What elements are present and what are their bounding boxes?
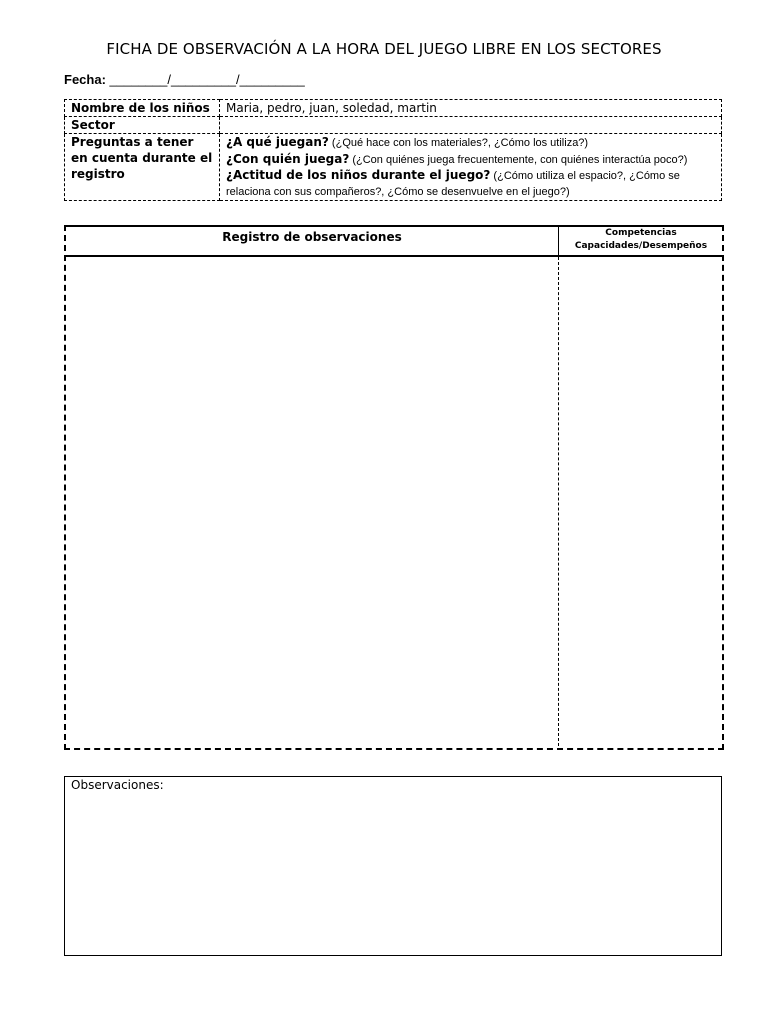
- competencies-header-line2: Capacidades/Desempeños: [574, 241, 708, 251]
- table-row: [65, 134, 722, 201]
- column-divider: [558, 257, 559, 746]
- date-blank: ________/_________/_________: [105, 72, 305, 87]
- observation-record-table: [64, 225, 724, 750]
- children-names-label: Nombre de los niños: [65, 100, 220, 117]
- competencies-header: [558, 227, 723, 255]
- sector-label: Sector: [65, 117, 220, 134]
- question-detail: (¿Qué hace con los materiales?, ¿Cómo los utiliza?): [328, 137, 589, 149]
- question-text: ¿Actitud de los niños durante el juego?: [226, 168, 491, 182]
- question-item: [226, 168, 715, 200]
- questions-label: Preguntas a tener en cuenta durante el registro: [65, 134, 220, 201]
- children-names-value: Maria, pedro, juan, soledad, martin: [220, 100, 722, 117]
- document-title: FICHA DE OBSERVACIÓN A LA HORA DEL JUEGO LIBRE EN LOS SECTORES: [106, 40, 662, 58]
- table-row: [65, 100, 722, 117]
- observation-record-header-left: Registro de observaciones: [222, 230, 402, 244]
- info-table: [64, 99, 722, 201]
- question-item: [226, 151, 715, 168]
- sector-value: [220, 117, 722, 134]
- question-detail: (¿Cómo utiliza el espacio?, ¿Cómo se relaciona con sus compañeros?, ¿Cómo se desenvuelve en el juego?): [226, 170, 680, 198]
- question-detail: (¿Con quiénes juega frecuentemente, con quiénes interactúa poco?): [349, 154, 688, 166]
- observations-label: Observaciones:: [71, 778, 164, 792]
- table-row: [65, 117, 722, 134]
- question-text: ¿A qué juegan?: [226, 135, 329, 149]
- questions-cell: [220, 134, 722, 201]
- question-text: ¿Con quién juega?: [226, 152, 350, 166]
- observation-record-header: [66, 227, 722, 257]
- competencies-header-line1: Competencias: [605, 228, 677, 238]
- date-line: [64, 72, 305, 87]
- date-label: Fecha:: [64, 72, 106, 87]
- observations-box: [64, 776, 722, 956]
- question-item: [226, 134, 715, 151]
